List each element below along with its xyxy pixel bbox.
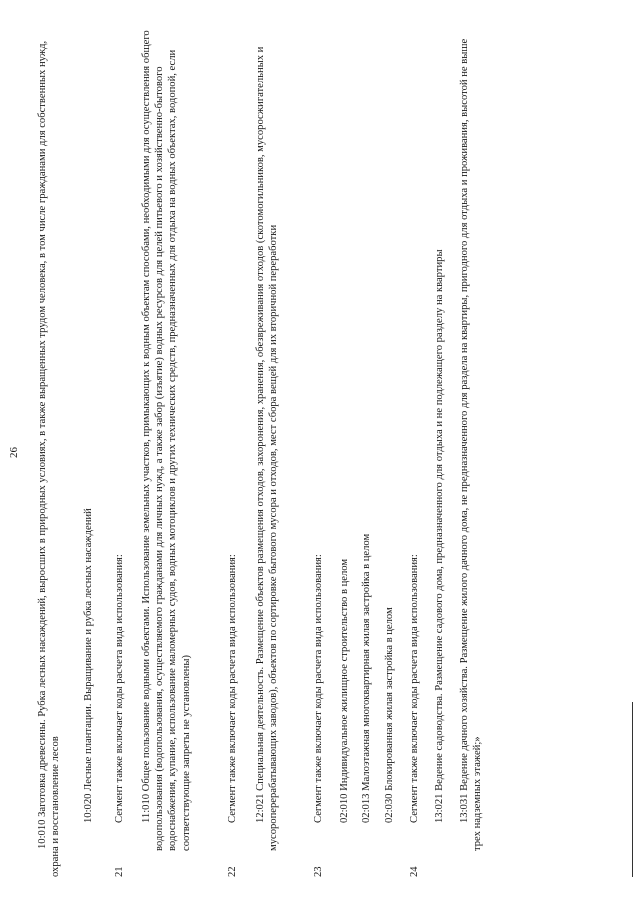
paragraph-text: 02:030 Блокированная жилая застройка в целом bbox=[384, 607, 395, 823]
paragraph-text: 11:010 Общее пользование водными объектами. Использование земельных участков, примыкающих к водным объектам способами, необходимыми для осуществления общего водопользования (водопользования, осуществляемого гражданами для личных нужд, а также забор (изъятие) водных ресурсов для целей питьевого и хозяйственно-бытового водоснабжения, купание, использование маломерных судов, водных мотоциклов и других технических средств, предназначенных для отдыха на водных объектах, водопой, если соответствующие запреты не установлены) bbox=[141, 30, 192, 851]
segment-text: Сегмент также включает коды расчета вида использования: bbox=[114, 554, 125, 823]
page-number: 26 bbox=[8, 447, 20, 458]
paragraph-11-010 bbox=[140, 17, 212, 877]
paragraph-13-021 bbox=[433, 17, 447, 877]
paragraph-text: 10:020 Лесные плантации. Выращивание и рубка лесных насаждений bbox=[83, 508, 94, 823]
footnote-separator-line bbox=[632, 702, 633, 877]
paragraph-text: 10:010 Заготовка древесины. Рубка лесных насаждений, выросших в природных условиях, в также выращенных трудом человека, в том числе гражданами для собственных нужд, охрана и восстановление лесов bbox=[37, 40, 62, 877]
paragraph-text: 12:021 Специальная деятельность. Размещение объектов размещения отходов, захоронения, хранения, обезвреживания отходов (скотомогильников, мусоросжигательных и мусороперерабатывающих заводов), объектов по сортировке бытового мусора и отходов, мест сбора вещей для их вторичной переработки bbox=[255, 46, 280, 851]
paragraph-text: 13:021 Ведение садоводства. Размещение садового дома, предназначенного для отдыха и не подлежащего разделу на квартиры bbox=[434, 249, 445, 823]
segment-text: Сегмент также включает коды расчета вида использования: bbox=[409, 554, 420, 823]
segment-24 bbox=[408, 17, 422, 877]
paragraph-02-013 bbox=[360, 17, 374, 877]
paragraph-02-010 bbox=[338, 17, 352, 877]
paragraph-text: 13:031 Ведение дачного хозяйства. Размещение жилого дачного дома, не предназначенного для раздела на квартиры, пригодного для отдыха и проживания, высотой не выше трех надземных этажей;» bbox=[459, 38, 484, 851]
segment-number: 22 bbox=[227, 866, 238, 877]
paragraph-13-031 bbox=[458, 17, 488, 877]
segment-text: Сегмент также включает коды расчета вида использования: bbox=[227, 554, 238, 823]
segment-21 bbox=[113, 17, 127, 877]
segment-number: 23 bbox=[313, 866, 324, 877]
paragraph-10-020 bbox=[82, 17, 96, 877]
paragraph-text: 02:010 Индивидуальное жилищное строительство в целом bbox=[339, 558, 350, 823]
segment-23 bbox=[312, 17, 326, 877]
paragraph-text: 02:013 Малоэтажная многоквартирная жилая застройка в целом bbox=[361, 533, 372, 823]
segment-number: 21 bbox=[114, 866, 125, 877]
paragraph-12-021 bbox=[254, 17, 298, 877]
segment-number: 24 bbox=[409, 866, 420, 877]
segment-22 bbox=[226, 17, 240, 877]
paragraph-10-010 bbox=[36, 17, 76, 877]
paragraph-02-030 bbox=[383, 17, 397, 877]
segment-text: Сегмент также включает коды расчета вида использования: bbox=[313, 554, 324, 823]
